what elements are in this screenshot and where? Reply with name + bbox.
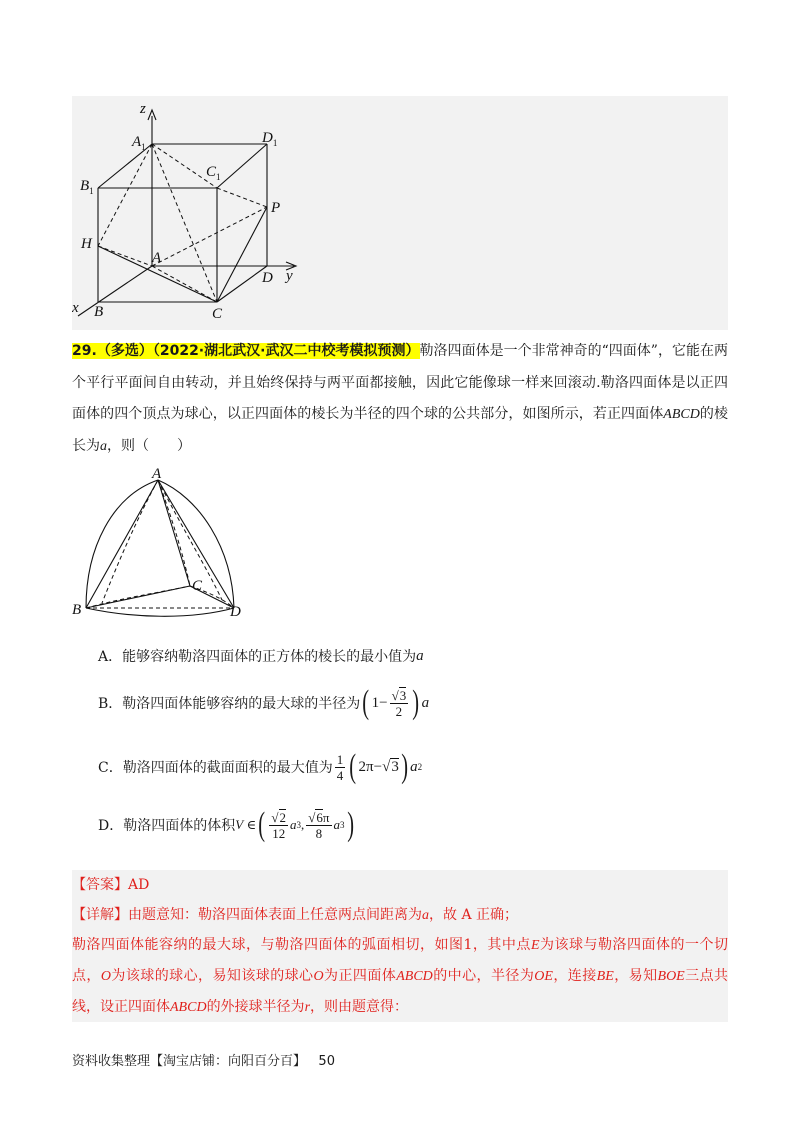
point-label-h: H (81, 236, 92, 252)
option-d-formula: V ∈ ( √ $\frac{2}{12}$ a 3 , √ $\frac{6\pi}{8}$ a 3 ) (235, 808, 356, 842)
axis-label-y: y (286, 268, 293, 284)
option-b-formula: ( 1 − √ $\frac{3}{2}$ ) a (360, 686, 429, 720)
point-label-p: P (271, 200, 281, 216)
answer-label: 【答案】AD (72, 877, 150, 893)
axis-label-z: z (140, 101, 146, 117)
question-header: 29.（多选）（2022·湖北武汉·武汉二中校考模拟预测） (72, 343, 420, 359)
question-stem: 29.（多选）（2022·湖北武汉·武汉二中校考模拟预测）勒洛四面体是一个非常神奇的“四面体”，它能在两个平行平面间自由转动，并且始终保持与两平面都接触，因此它能像球一样来回滚动.勒洛四面体是以正四面体的四个顶点为球心，以正四面体的棱长为半径的四个球的公共部分，如图所示，若正四面体ABCD的棱长为a，则（ ） (72, 343, 728, 454)
reuleaux-tetrahedron-figure (72, 468, 272, 624)
vertex-label-b1: $B_1$ (80, 178, 94, 196)
footer-source: 资料收集整理【淘宝店铺：向阳百分百】 (72, 1054, 307, 1069)
cube-figure-panel (72, 96, 728, 330)
axis-label-x: x (72, 300, 79, 316)
answer-detail-continued: 勒洛四面体能容纳的最大球，与勒洛四面体的弧面相切，如图1，其中点E为该球与勒洛四面体的一个切点，O为该球的球心，易知该球的球心O为正四面体ABCD的中心，半径为OE，连接BE，易知BOE三点共线，设正四面体ABCD的外接球半径为r，则由题意得： (72, 937, 729, 1015)
vertex-label-d: D (230, 604, 241, 620)
page-footer (72, 1050, 335, 1069)
option-d: D．勒洛四面体的体积 V ∈ ( √ $\frac{2}{12}$ a 3 , √ $\frac{6\pi}{8}$ a 3 ) (98, 808, 356, 842)
vertex-label-a: A (152, 250, 162, 266)
page-number: 50 (318, 1054, 335, 1069)
vertex-label-a1: $A_1$ (132, 134, 146, 152)
vertex-label-d1: $D_1$ (262, 130, 278, 148)
cube-figure (72, 96, 728, 330)
vertex-label-b: B (72, 602, 82, 618)
option-c-formula: $\frac{1}{4}$ ( 2π − √ 3 ) a 2 (333, 750, 422, 784)
vertex-label-c1: $C_1$ (206, 164, 221, 182)
vertex-label-b: B (94, 304, 104, 320)
vertex-label-d: D (262, 270, 273, 286)
vertex-label-a: A (152, 468, 162, 482)
option-c: C．勒洛四面体的截面面积的最大值为 $\frac{1}{4}$ ( 2π − √ 3 ) a 2 (98, 750, 422, 784)
vertex-label-c: C (212, 306, 223, 322)
option-b: B．勒洛四面体能够容纳的最大球的半径为 ( 1 − √ $\frac{3}{2}$ ) a (98, 686, 429, 720)
option-a: A．能够容纳勒洛四面体的正方体的棱长的最小值为 a (98, 647, 424, 665)
answer-detail: 【详解】由题意知：勒洛四面体表面上任意两点间距离为a，故 A 正确； (72, 907, 519, 923)
vertex-label-c: C (192, 578, 203, 594)
